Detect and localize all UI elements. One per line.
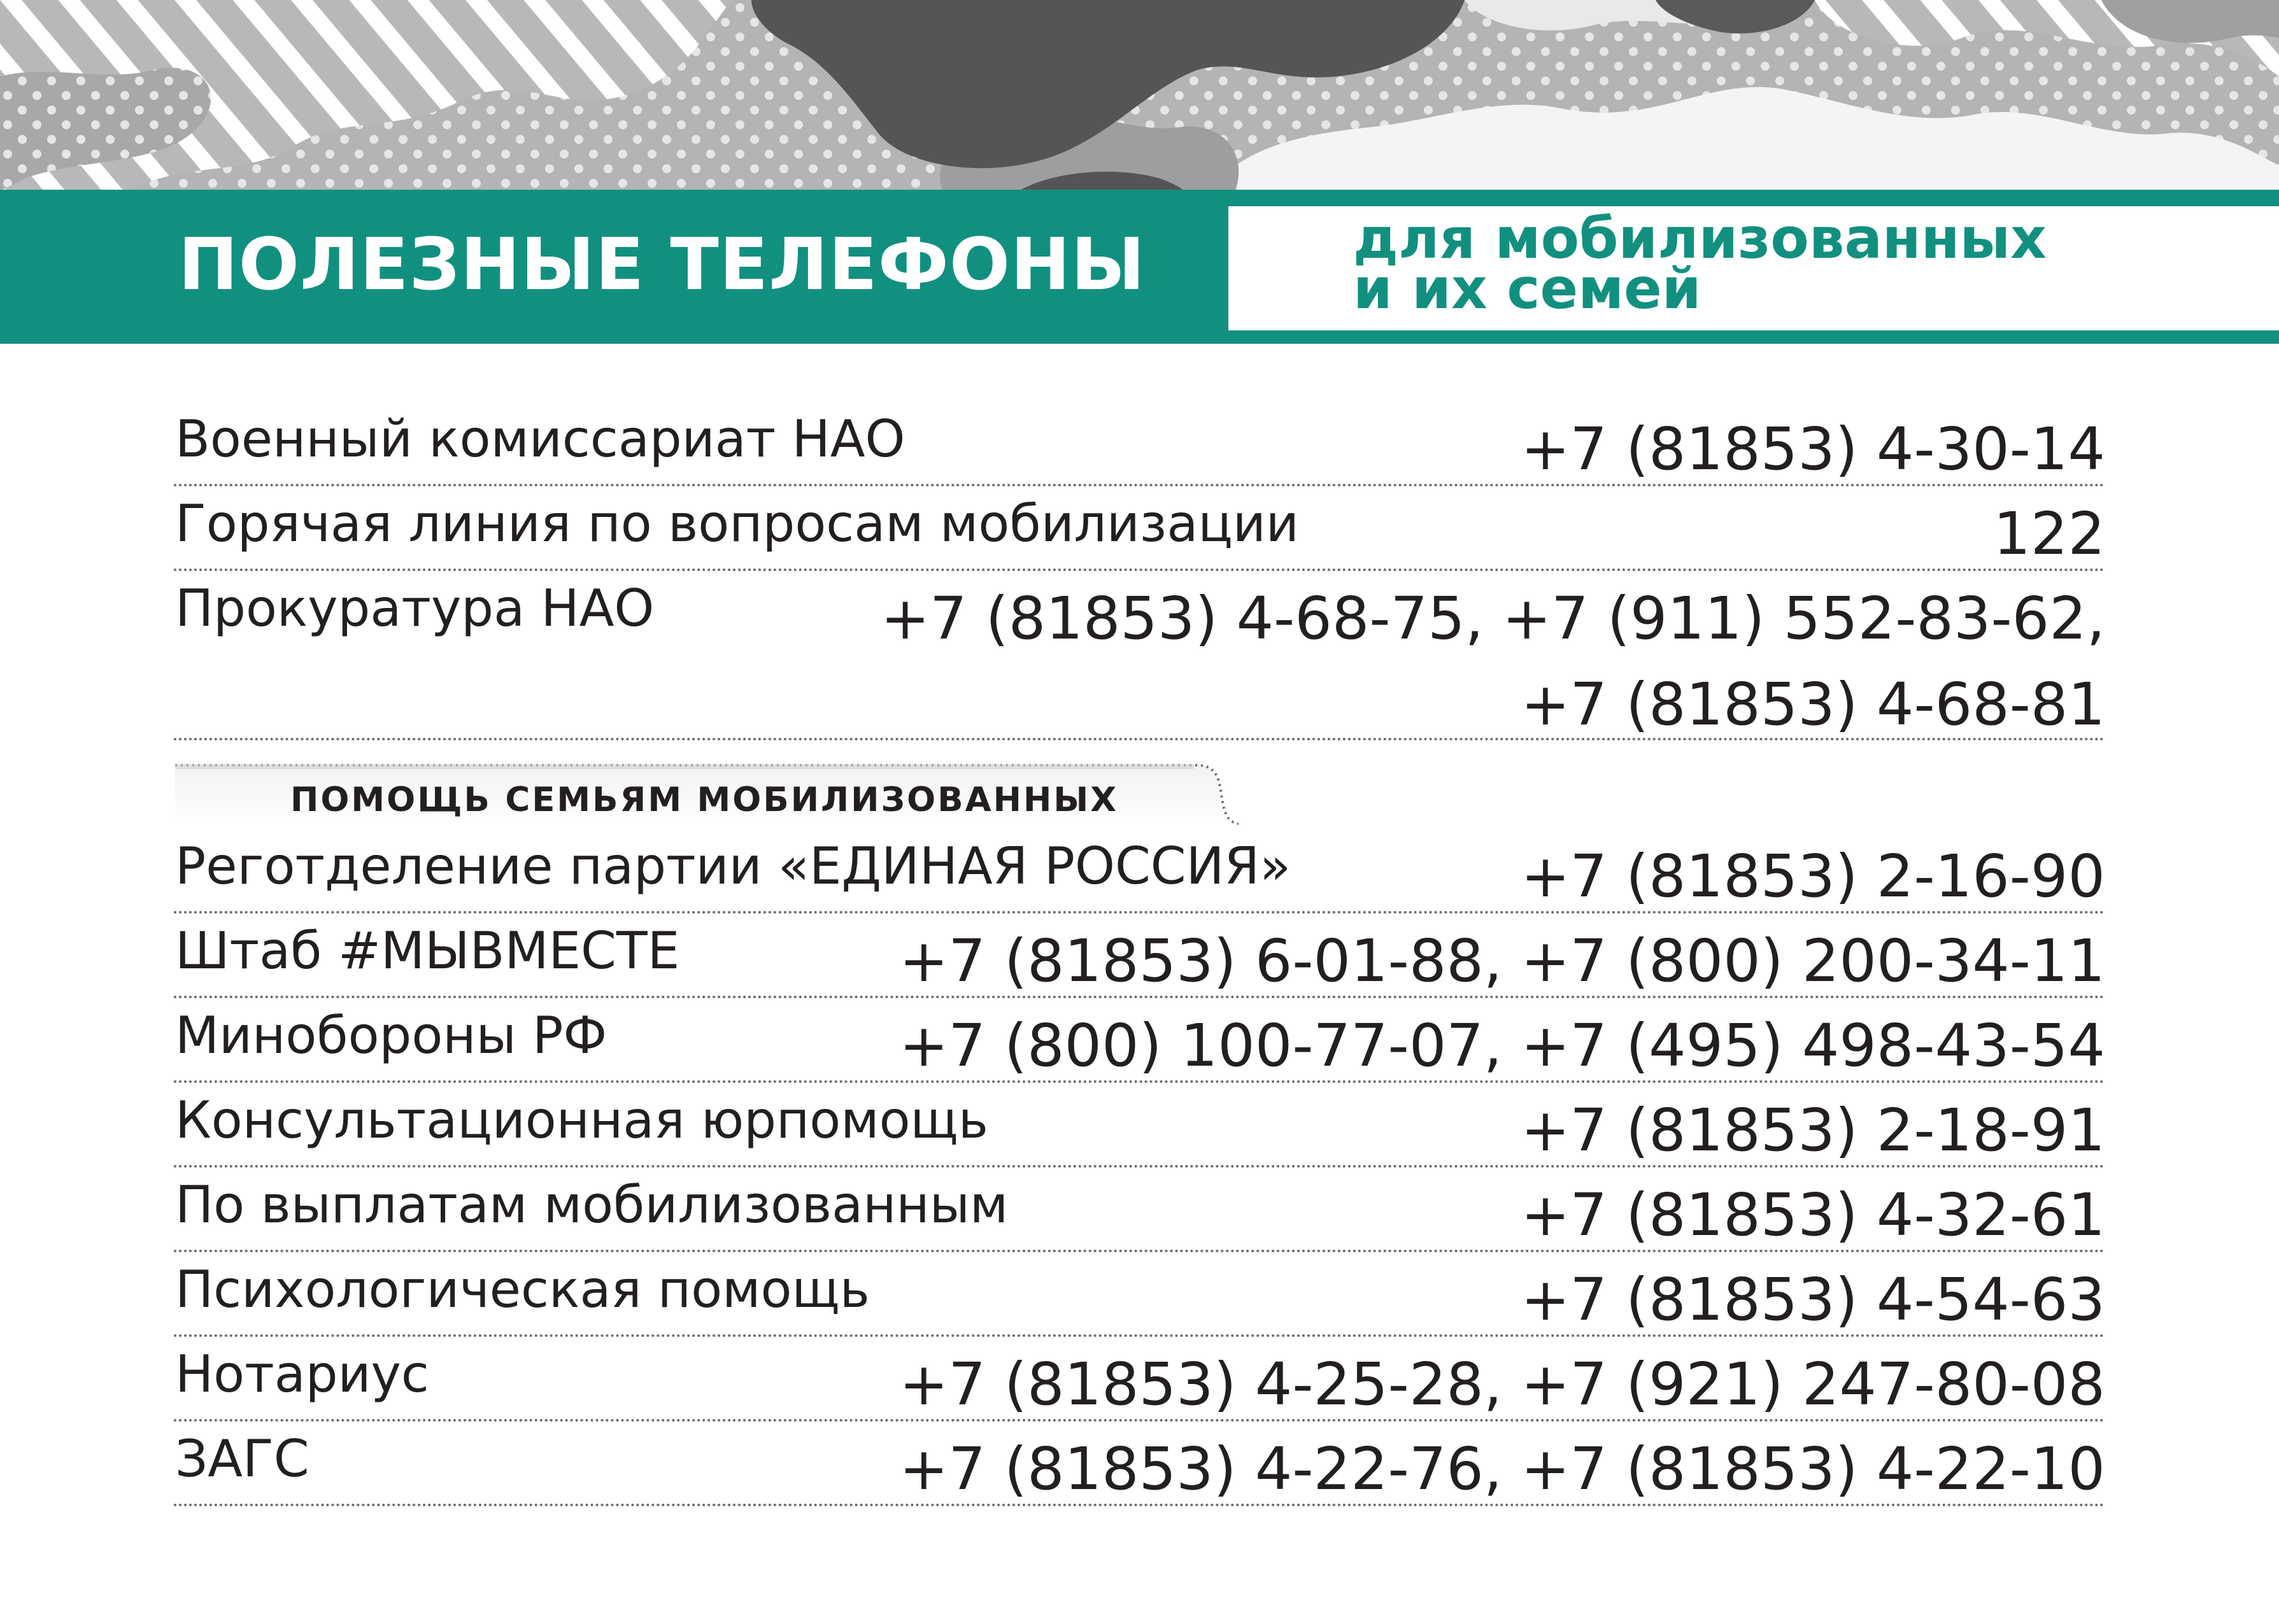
contact-label: По выплатам мобилизованным xyxy=(175,1175,1009,1234)
contact-label: Минобороны РФ xyxy=(175,1006,607,1065)
contact-label: Реготделение партии «ЕДИНАЯ РОССИЯ» xyxy=(175,837,1291,896)
contact-phone: +7 (81853) 2-18-91 xyxy=(1521,1096,2105,1164)
contact-label: Военный комиссариат НАО xyxy=(175,409,905,469)
section-title: ПОМОЩЬ СЕМЬЯМ МОБИЛИЗОВАННЫХ xyxy=(290,780,1119,819)
contact-phone: +7 (81853) 4-32-61 xyxy=(1521,1181,2105,1249)
contact-phone: +7 (81853) 4-25-28, +7 (921) 247-80-08 xyxy=(899,1350,2105,1418)
contact-row xyxy=(174,1345,2105,1422)
camouflage-banner xyxy=(0,0,2279,191)
page-title: ПОЛЕЗНЫЕ ТЕЛЕФОНЫ xyxy=(178,223,1146,306)
contact-label: Горячая линия по вопросам мобилизации xyxy=(175,494,1299,553)
contact-label: Психологическая помощь xyxy=(175,1260,870,1319)
contact-phone: +7 (81853) 6-01-88, +7 (800) 200-34-11 xyxy=(899,927,2105,995)
contact-phone: +7 (800) 100-77-07, +7 (495) 498-43-54 xyxy=(899,1012,2105,1080)
contact-row xyxy=(174,921,2105,998)
contact-label: Штаб #МЫВМЕСТЕ xyxy=(175,921,680,980)
contact-row xyxy=(174,1260,2105,1337)
contact-label: Нотариус xyxy=(175,1345,429,1404)
contact-row xyxy=(174,494,2105,571)
contact-phone: +7 (81853) 2-16-90 xyxy=(1521,842,2105,910)
contact-label: ЗАГС xyxy=(175,1429,309,1488)
contact-row xyxy=(174,409,2105,486)
contact-phone: +7 (81853) 4-54-63 xyxy=(1521,1266,2105,1334)
contact-phone: 122 xyxy=(1993,500,2105,568)
contact-phone: +7 (81853) 4-30-14 xyxy=(1521,415,2105,483)
contact-row xyxy=(174,837,2105,914)
contact-phone: +7 (81853) 4-68-75, +7 (911) 552-83-62, xyxy=(881,584,2105,653)
subtitle-line: и их семей xyxy=(1353,256,1701,322)
contact-phone: +7 (81853) 4-22-76, +7 (81853) 4-22-10 xyxy=(899,1435,2105,1503)
contact-row xyxy=(174,579,2105,740)
contact-label: Консультационная юрпомощь xyxy=(175,1091,989,1150)
contact-row xyxy=(174,1175,2105,1252)
contact-row xyxy=(174,1091,2105,1168)
contact-label: Прокуратура НАО xyxy=(175,579,655,638)
subtitle-line: для мобилизованных xyxy=(1353,206,2047,271)
contact-row xyxy=(174,1006,2105,1083)
contact-row xyxy=(174,1429,2105,1506)
page-subtitle xyxy=(1353,206,2047,322)
contact-phone-secondary: +7 (81853) 4-68-81 xyxy=(1521,670,2105,738)
